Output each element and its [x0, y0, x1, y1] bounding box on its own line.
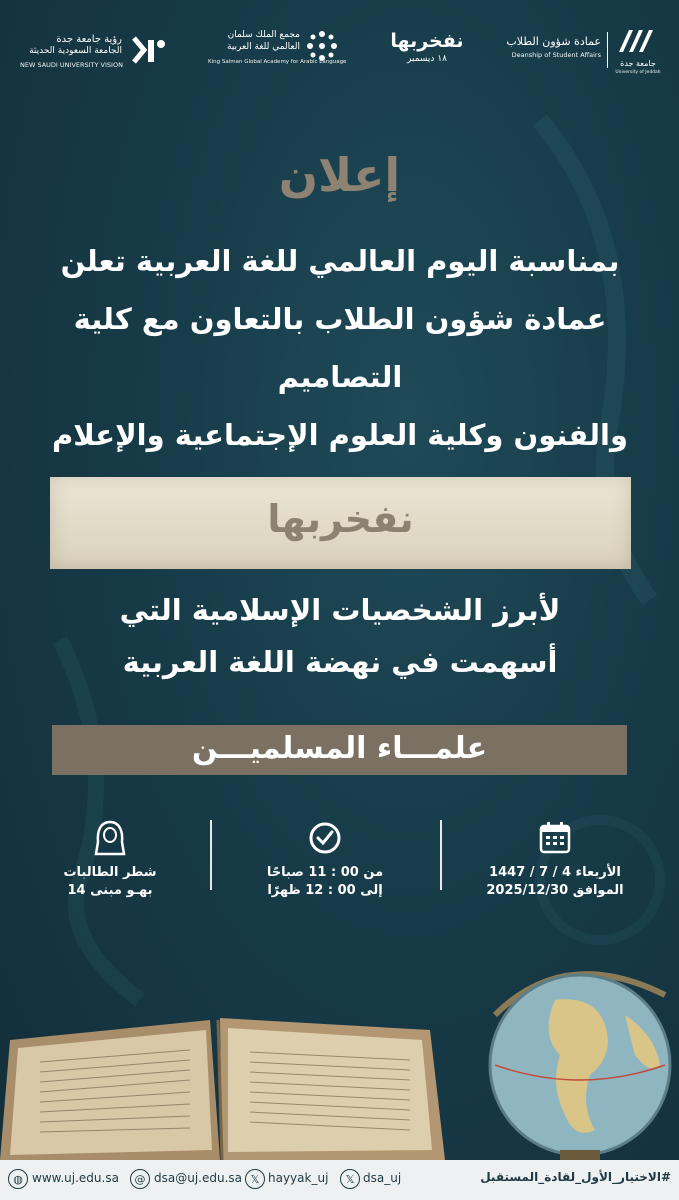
info-divider — [440, 820, 442, 890]
paragraph-line: والفنون وكلية العلوم الإجتماعية والإعلام — [52, 418, 628, 452]
deanship-en: Deanship of Student Affairs — [511, 51, 601, 59]
old-manuscript-book — [0, 1000, 450, 1160]
hijab-woman-icon — [90, 820, 130, 856]
event-banner — [50, 477, 631, 569]
vision-mark-icon — [128, 32, 168, 68]
academy-en: King Salman Global Academy for Arabic Language — [208, 59, 347, 65]
vision-en: NEW SAUDI UNIVERSITY VISION — [20, 61, 123, 69]
time-line2: إلى 00 : 12 ظهرًا — [267, 883, 383, 898]
announcement-title: إعلان — [278, 148, 401, 202]
location-line2: بهـو مبنى 14 — [67, 883, 153, 898]
event-subtitle — [30, 584, 650, 688]
globe-icon: ◍ — [8, 1169, 28, 1189]
location-line1: شطر الطالبات — [63, 865, 157, 880]
theme-bar — [52, 725, 627, 775]
theme-bar-text: علمـــاء المسلميـــن — [191, 731, 488, 766]
academy-ar-line1: مجمع الملك سلمان — [227, 30, 300, 40]
paragraph-line: بمناسبة اليوم العالمي للغة العربية تعلن — [60, 244, 620, 278]
time-line1: من 00 : 11 صباحًا — [266, 865, 384, 880]
clock-icon — [307, 820, 343, 856]
university-en: University of Jeddah — [615, 70, 661, 75]
x-icon: 𝕏 — [245, 1169, 265, 1189]
email-link[interactable]: dsa@uj.edu.sa — [154, 1171, 243, 1185]
email-icon: @ — [130, 1169, 150, 1189]
deanship-logo — [505, 26, 665, 81]
x-handle-dsa[interactable]: dsa_uj — [363, 1171, 402, 1185]
vision-logo — [20, 30, 170, 75]
academy-ar-line2: العالمي للغة العربية — [227, 42, 300, 52]
location-info — [45, 820, 175, 900]
info-divider — [210, 820, 212, 890]
subtitle-line: أسهمت في نهضة اللغة العربية — [122, 645, 558, 679]
date-line1: الأربعاء 4 / 7 / 1447 — [489, 865, 621, 880]
university-mark-icon — [615, 26, 661, 56]
paragraph-line: عمادة شؤون الطلاب بالتعاون مع كلية التصاميم — [73, 302, 607, 394]
vision-ar-line2: الجامعة السعودية الحديثة — [29, 46, 122, 56]
footer-bar — [0, 1160, 679, 1200]
date-info — [470, 820, 640, 900]
event-banner-title: نفخربها — [267, 497, 414, 541]
academy-logo — [208, 28, 348, 73]
event-logo — [382, 30, 472, 75]
time-info — [255, 820, 395, 900]
globe-illustration — [455, 955, 679, 1160]
event-logo-text: نفخربها — [390, 30, 464, 52]
x-handle-hayyak[interactable]: hayyak_uj — [268, 1171, 329, 1185]
vision-ar-line1: رؤية جامعة جدة — [56, 34, 122, 45]
website-link[interactable]: www.uj.edu.sa — [32, 1171, 119, 1185]
date-line2: الموافق 2025/12/30 — [486, 883, 624, 898]
x-icon: 𝕏 — [340, 1169, 360, 1189]
deanship-ar: عمادة شؤون الطلاب — [506, 35, 601, 48]
university-ar: جامعة جدة — [620, 59, 656, 68]
event-logo-date: ١٨ ديسمبر — [407, 54, 447, 64]
divider-line — [607, 32, 608, 68]
subtitle-line: لأبرز الشخصيات الإسلامية التي — [119, 593, 561, 627]
calendar-icon — [537, 820, 573, 856]
hashtag-slogan[interactable]: #الاختيار_الأول_لقادة_المستقبل — [480, 1170, 671, 1184]
